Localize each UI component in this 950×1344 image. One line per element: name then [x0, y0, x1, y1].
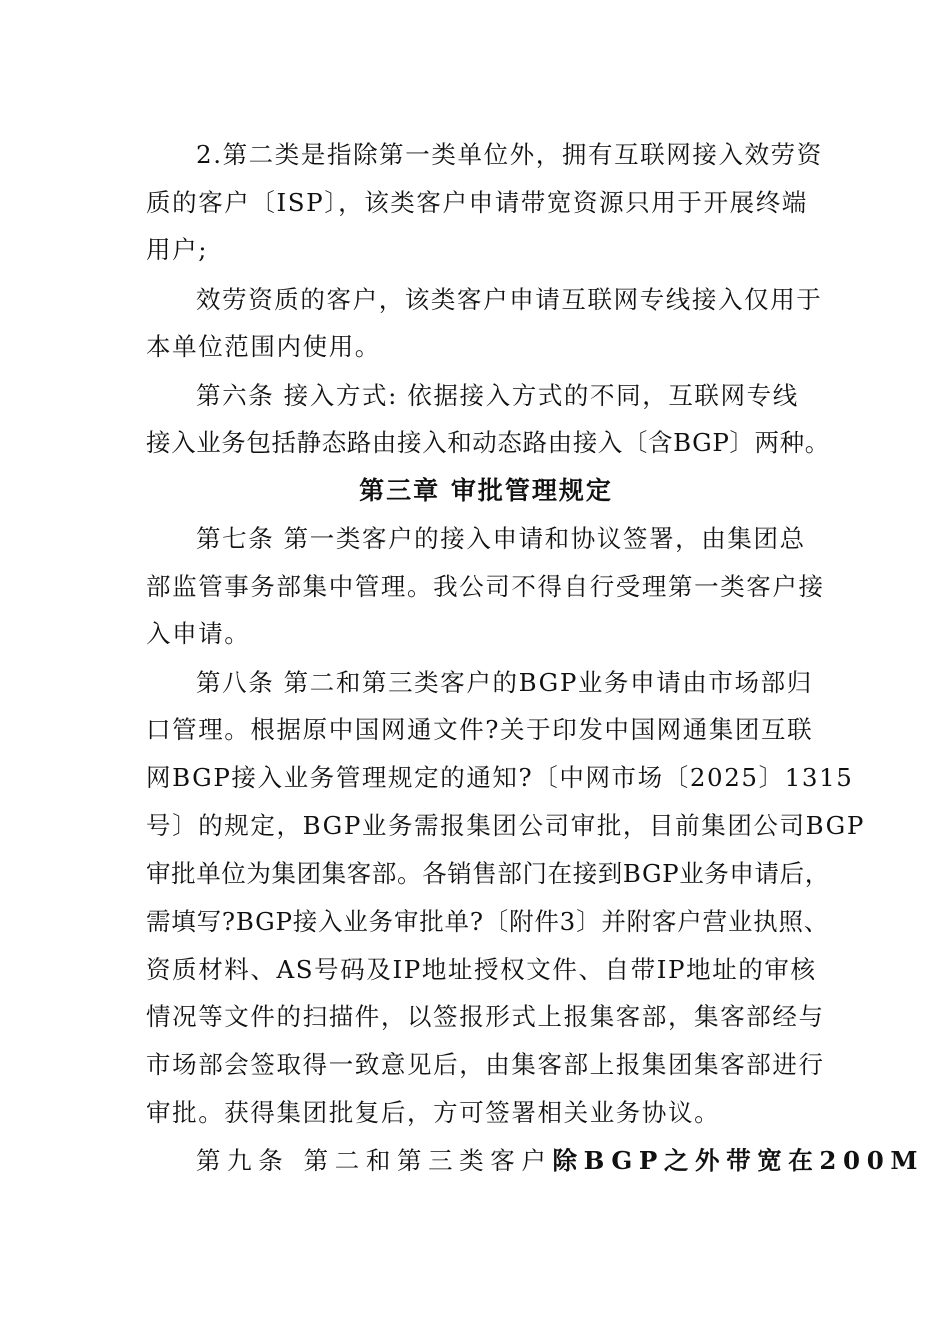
- text-line: 2.第二类是指除第一类单位外，拥有互联网接入效劳资: [196, 140, 823, 169]
- text-line: 第七条 第一类客户的接入申请和协议签署，由集团总: [196, 524, 806, 553]
- text-line: 审批单位为集团集客部。各销售部门在接到BGP业务申请后，: [146, 859, 830, 888]
- text-line: 效劳资质的客户，该类客户申请互联网专线接入仅用于: [196, 285, 823, 314]
- text-line-last: [196, 1137, 925, 1184]
- text-line: 第八条 第二和第三类客户的BGP业务申请由市场部归: [196, 668, 813, 697]
- text-line: 情况等文件的扫描件，以签报形式上报集客部，集客部经与: [146, 1002, 825, 1031]
- text-line: 号〕的规定，BGP业务需报集团公司审批，目前集团公司BGP: [146, 811, 865, 840]
- text-span-normal: 第九条 第二和第三类客户: [196, 1146, 553, 1175]
- text-line: 审批。获得集团批复后，方可签署相关业务协议。: [146, 1098, 721, 1127]
- text-line: 网BGP接入业务管理规定的通知?〔中网市场〔2025〕1315: [146, 763, 854, 792]
- text-line: 接入业务包括静态路由接入和动态路由接入〔含BGP〕两种。: [146, 428, 830, 457]
- text-span-bold: 除BGP之外带宽在200M: [552, 1146, 925, 1175]
- text-line: 口管理。根据原中国网通文件?关于印发中国网通集团互联: [146, 715, 814, 744]
- text-line: 第六条 接入方式: 依据接入方式的不同，互联网专线: [196, 381, 799, 410]
- text-line: 入申请。: [146, 619, 251, 648]
- text-line: 用户;: [146, 235, 209, 264]
- text-line: 本单位范围内使用。: [146, 332, 381, 361]
- text-line: 质的客户〔ISP〕，该类客户申请带宽资源只用于开展终端: [146, 188, 808, 217]
- text-line: 需填写?BGP接入业务审批单?〔附件3〕并附客户营业执照、: [146, 907, 830, 936]
- chapter-heading: 第三章 审批管理规定: [359, 476, 613, 505]
- text-line: 市场部会签取得一致意见后，由集客部上报集团集客部进行: [146, 1050, 825, 1079]
- text-line: 资质材料、AS号码及IP地址授权文件、自带IP地址的审核: [146, 955, 817, 984]
- text-line: 部监管事务部集中管理。我公司不得自行受理第一类客户接: [146, 572, 825, 601]
